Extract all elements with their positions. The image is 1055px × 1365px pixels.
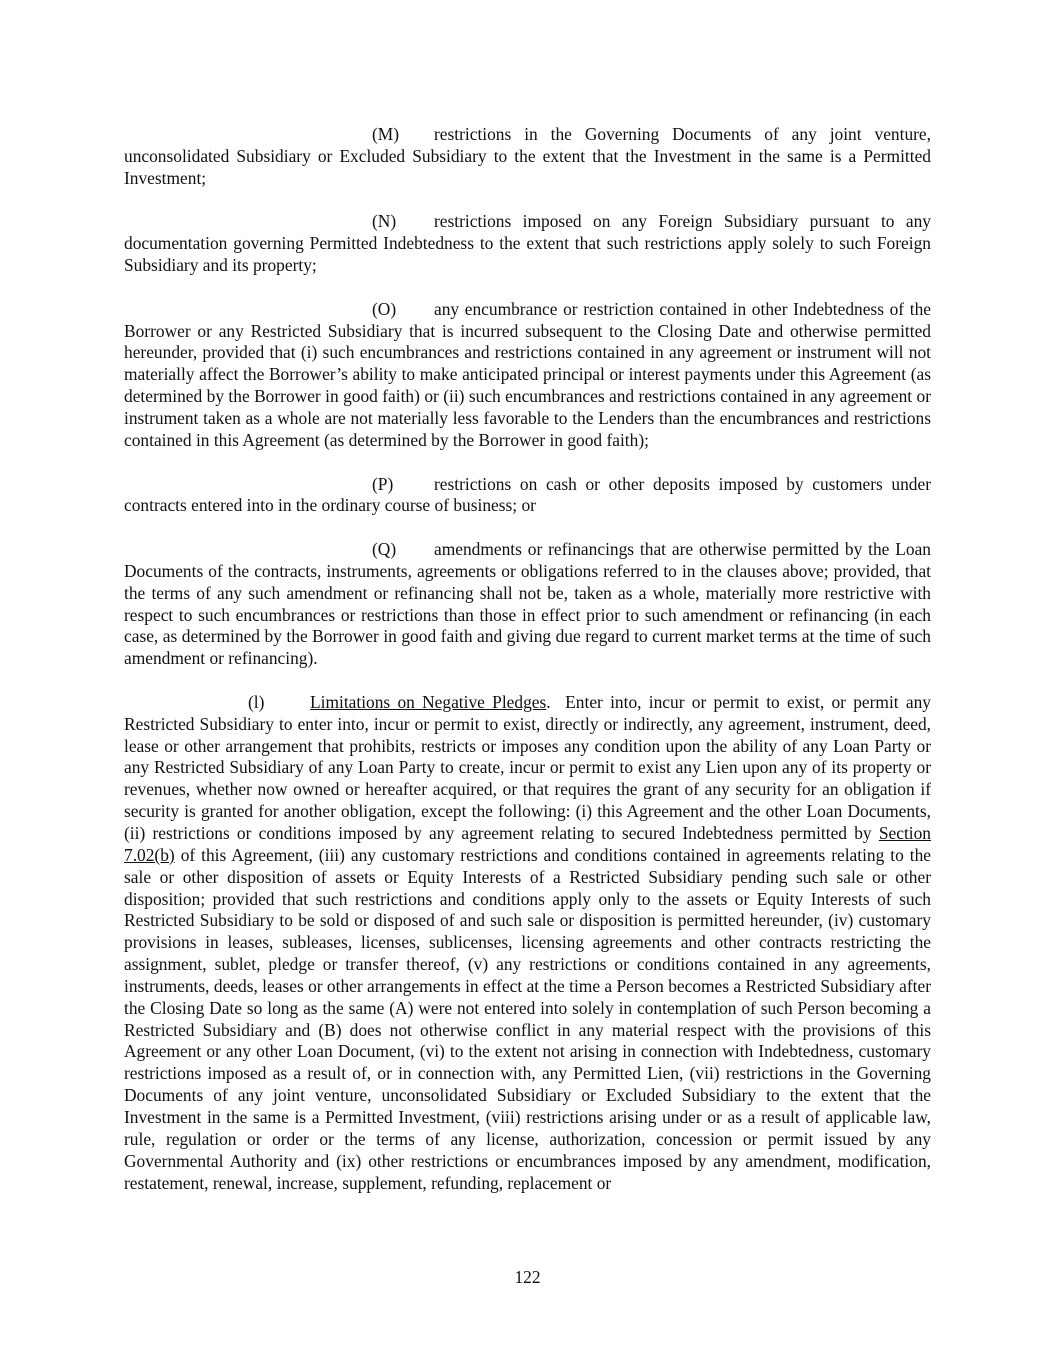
section-text-part2: of this Agreement, (iii) any customary restrictions and conditions contained in agreements relating to the sale or other disposition of assets or Equity Interests of a Restricted Subsidiary pending such sale or other disposition; provided that such restrictions and conditions apply only to the assets or Equity Interests of such Restricted Subsidiary to be sold or disposed of and such sale or disposition is permitted hereunder, (iv) customary provisions in leases, subleases, licenses, sublicenses, licensing agreements and other contracts restricting the assignment, sublet, pledge or transfer thereof, (v) any restrictions or conditions contained in any agreements, instruments, deeds, leases or other arrangements in effect at the time a Person becomes a Restricted Subsidiary after the Closing Date so long as the same (A) were not entered into solely in contemplation of such Person becoming a Restricted Subsidiary and (B) does not otherwise conflict in any material respect with the provisions of this Agreement or any other Loan Document, (vi) to the extent not arising in connection with Indebtedness, customary restrictions imposed as a result of, or in connection with, any Permitted Lien, (vii) restrictions in the Governing Documents of any joint venture, unconsolidated Subsidiary or Excluded Subsidiary to the extent that the Investment in the same is a Permitted Investment, (viii) restrictions arising under or as a result of applicable law, rule, regulation or order or the terms of any license, authorization, concession or permit issued by any Governmental Authority and (ix) other restrictions or encumbrances imposed by any amendment, modification, restatement, renewal, increase, supplement, refunding, replacement or — [124, 844, 931, 1193]
clause-p — [124, 474, 931, 518]
section-heading-period: . — [546, 691, 551, 712]
clause-o — [124, 299, 931, 452]
clause-text: restrictions in the Governing Documents of any joint venture, unconsolidated Subsidiary or Excluded Subsidiary to the extent that the Investment in the same is a Permitted Investment; — [124, 124, 931, 188]
clause-text: restrictions on cash or other deposits imposed by customers under contracts entered into in the ordinary course of business; or — [124, 473, 931, 516]
page-number: 122 — [514, 1267, 541, 1287]
clause-marker: (O) — [372, 298, 397, 319]
document-body — [124, 124, 931, 1216]
section-text-part1: Enter into, incur or permit to exist, or permit any Restricted Subsidiary to enter into, incur or permit to exist, directly or indirectly, any agreement, instrument, deed, lease or other arrangement that prohibits, restricts or imposes any condition upon the ability of any Loan Party or any Restricted Subsidiary of any Loan Party to create, incur or permit to exist any Lien upon any of its property or revenues, whether now owned or hereafter acquired, or that requires the grant of any security for an obligation if security is granted for another obligation, except the following: (i) this Agreement and the other Loan Documents, (ii) restrictions or conditions imposed by any agreement relating to secured Indebtedness permitted by — [124, 691, 931, 843]
section-reference-link[interactable]: Section 7.02(b) — [124, 823, 931, 865]
clause-marker: (N) — [372, 211, 397, 232]
clause-q — [124, 539, 931, 670]
section-l — [124, 692, 931, 1194]
clause-text: amendments or refinancings that are otherwise permitted by the Loan Documents of the contracts, instruments, agreements or obligations referred to in the clauses above; provided, that the terms of any such amendment or refinancing shall not be, taken as a whole, materially more restrictive with respect to such encumbrances or restrictions than those in effect prior to such amendment or refinancing (in each case, as determined by the Borrower in good faith and giving due regard to current market terms at the time of such amendment or refinancing). — [124, 539, 931, 669]
section-marker: (l) — [248, 691, 265, 712]
section-heading: Limitations on Negative Pledges — [310, 691, 547, 712]
clause-marker: (Q) — [372, 539, 397, 560]
clause-marker: (P) — [372, 473, 394, 494]
clause-n — [124, 211, 931, 277]
clause-m — [124, 124, 931, 190]
clause-marker: (M) — [372, 124, 400, 144]
clause-text: restrictions imposed on any Foreign Subsidiary pursuant to any documentation governing Permitted Indebtedness to the extent that such restrictions apply solely to such Foreign Subsidiary and its property; — [124, 211, 931, 276]
clause-text: any encumbrance or restriction contained in other Indebtedness of the Borrower or any Restricted Subsidiary that is incurred subsequent to the Closing Date and otherwise permitted hereunder, provided that (i) such encumbrances and restrictions contained in any agreement or instrument will not materially affect the Borrower’s ability to make anticipated principal or interest payments under this Agreement (as determined by the Borrower in good faith) or (ii) such encumbrances and restrictions contained in any agreement or instrument taken as a whole are not materially less favorable to the Lenders than the encumbrances and restrictions contained in this Agreement (as determined by the Borrower in good faith); — [124, 298, 931, 450]
